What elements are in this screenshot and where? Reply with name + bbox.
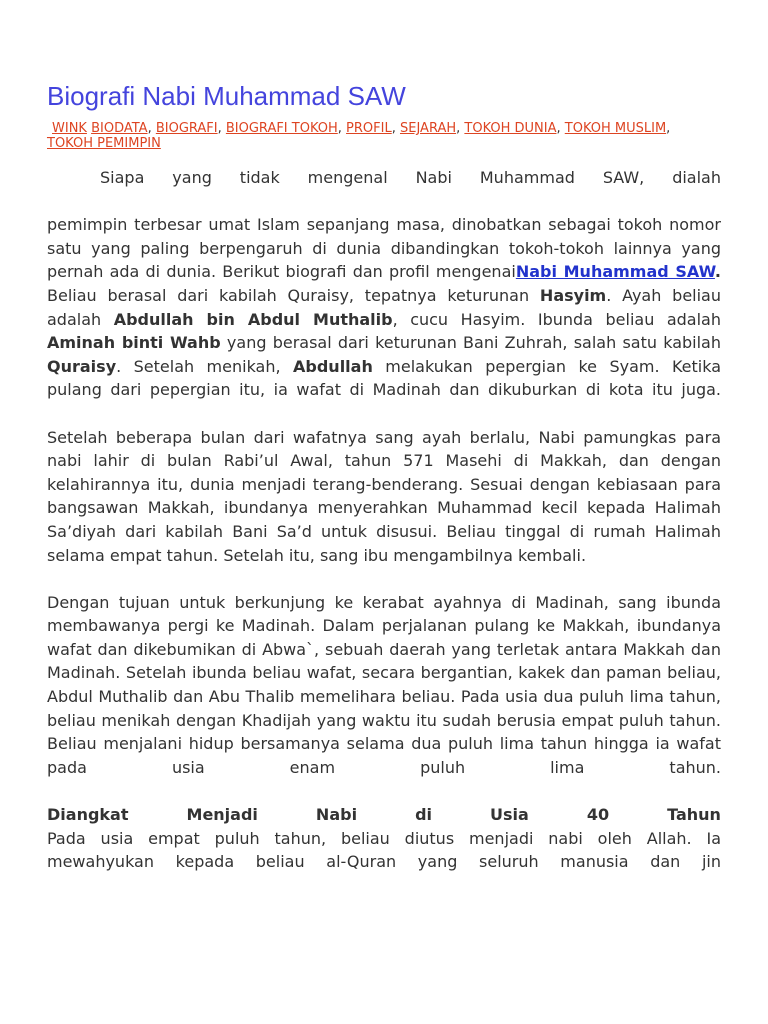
lineage-text: . Setelah menikah, [116,356,294,376]
name-abdullah: Abdullah [293,356,373,376]
lineage-text: Beliau berasal dari kabilah Quraisy, tepatnya keturunan [47,285,540,305]
label-link-tokoh-muslim[interactable]: TOKOH MUSLIM [564,121,667,136]
nabi-muhammad-link[interactable]: Nabi Muhammad SAW [515,262,715,282]
name-aminah-binti-wahb: Aminah binti Wahb [47,333,221,353]
label-separator: , [666,121,671,136]
lineage-text: . Ayah beliau adalah [47,285,721,329]
heading-word: Nabi [315,805,358,825]
label-link-wink[interactable]: WINK [52,121,87,136]
paragraph-gap [47,402,721,426]
lineage-text: , cucu Hasyim. Ibunda beliau adalah [392,309,722,329]
label-link-biografi[interactable]: BIOGRAFI [155,121,218,136]
lineage-text: yang berasal dari keturunan Bani Zuhrah, salah satu kabilah [220,333,722,353]
label-link-sejarah[interactable]: SEJARAH [399,121,457,136]
paragraph-gap [47,567,721,591]
section-heading [47,803,721,827]
intro-line: Siapa yang tidak mengenal Nabi Muhammad SAW, dialah [100,168,721,187]
paragraph-gap [47,779,721,803]
paragraph-lineage [47,213,721,402]
heading-word: Tahun [667,805,721,825]
heading-word: di [415,805,432,825]
heading-word: Diangkat [47,805,129,825]
link-period: . [714,262,721,282]
label-separator: , [337,121,347,136]
name-abdullah-bin-abdul-muthalib: Abdullah bin Abdul Muthalib [113,309,393,329]
name-quraisy: Quraisy [47,356,117,376]
heading-word: 40 [586,805,610,825]
post-labels [47,121,687,151]
post-body [47,166,721,874]
label-link-profil[interactable]: PROFIL [346,121,392,136]
label-link-tokoh-dunia[interactable]: TOKOH DUNIA [464,121,557,136]
label-separator: , [147,121,156,136]
paragraph-prophethood: Pada usia empat puluh tahun, beliau diutus menjadi nabi oleh Allah. Ia mewahyukan kepada beliau al-Quran yang seluruh manusia dan jin [47,828,721,872]
label-separator: , [556,121,565,136]
heading-word: Menjadi [186,805,258,825]
lineage-text: melakukan pepergian ke Syam. Ketika pulang dari pepergian itu, ia wafat di Madinah dan dikuburkan di kota itu juga. [47,356,722,400]
heading-word: Usia [490,805,529,825]
label-link-biodata[interactable]: BIODATA [91,121,148,136]
lineage-text: pemimpin terbesar umat Islam sepanjang masa, dinobatkan sebagai tokoh nomor satu yang paling berpengaruh di dunia dibandingkan tokoh-tokoh lainnya yang pernah ada di dunia. Berikut biografi dan profil mengenai [47,215,721,282]
label-separator: , [456,121,465,136]
paragraph-gap [47,190,721,214]
name-hasyim: Hasyim [539,285,607,305]
label-link-tokoh-pemimpin[interactable]: TOKOH PEMIMPIN [47,136,161,151]
label-separator: , [391,121,400,136]
paragraph-childhood: Dengan tujuan untuk berkunjung ke kerabat ayahnya di Madinah, sang ibunda membawanya pergi ke Madinah. Dalam perjalanan pulang ke Makkah, ibundanya wafat dan dikebumikan di Abwa`, sebuah daerah yang terletak antara Makkah dan Madinah. Setelah ibunda beliau wafat, secara bergantian, kakek dan paman beliau, Abdul Muthalib dan Abu Thalib memelihara beliau. Pada usia dua puluh lima tahun, beliau menikah dengan Khadijah yang waktu itu sudah berusia empat puluh tahun. Beliau menjalani hidup bersamanya selama dua puluh lima tahun hingga ia wafat pada usia enam puluh lima tahun. [47,592,721,777]
label-link-biografi-tokoh[interactable]: BIOGRAFI TOKOH [225,121,338,136]
post-title[interactable]: Biografi Nabi Muhammad SAW [47,81,406,111]
paragraph-birth: Setelah beberapa bulan dari wafatnya sang ayah berlalu, Nabi pamungkas para nabi lahir di bulan Rabi’ul Awal, tahun 571 Masehi di Makkah, dan dengan kelahirannya itu, dunia menjadi terang-benderang. Sesuai dengan kebiasaan para bangsawan Makkah, ibundanya menyerahkan Muhammad kecil kepada Halimah Sa’diyah dari kabilah Bani Sa’d untuk disusui. Beliau tinggal di rumah Halimah selama empat tahun. Setelah itu, sang ibu mengambilnya kembali. [47,427,721,565]
label-separator: , [217,121,226,136]
